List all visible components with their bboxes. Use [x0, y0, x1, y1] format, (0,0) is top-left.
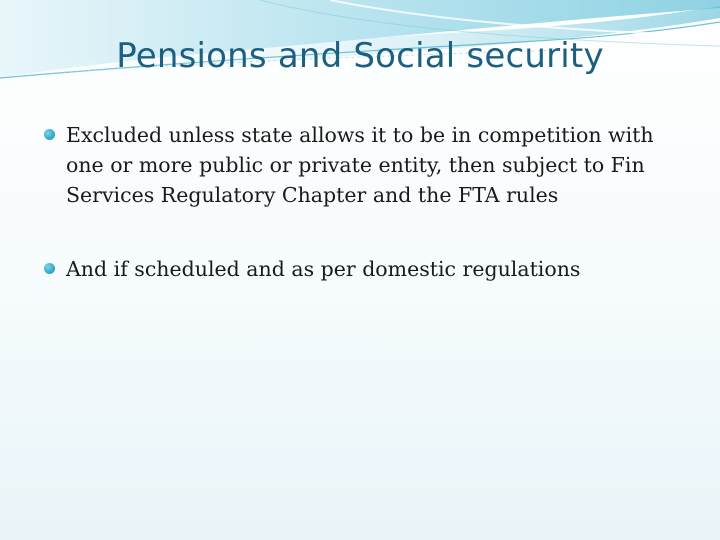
bullet-text: And if scheduled and as per domestic regulations: [66, 257, 581, 281]
bullet-item-1: [44, 120, 684, 210]
bullet-dot-icon: [44, 129, 55, 140]
slide-title: Pensions and Social security: [116, 36, 604, 76]
bullet-item-2: [44, 254, 684, 284]
bullet-text: Excluded unless state allows it to be in competition with one or more public or private entity, then subject to Fin Services Regulatory Chapter and the FTA rules: [66, 123, 654, 207]
bullet-list: [44, 120, 684, 284]
bullet-dot-icon: [44, 263, 55, 274]
